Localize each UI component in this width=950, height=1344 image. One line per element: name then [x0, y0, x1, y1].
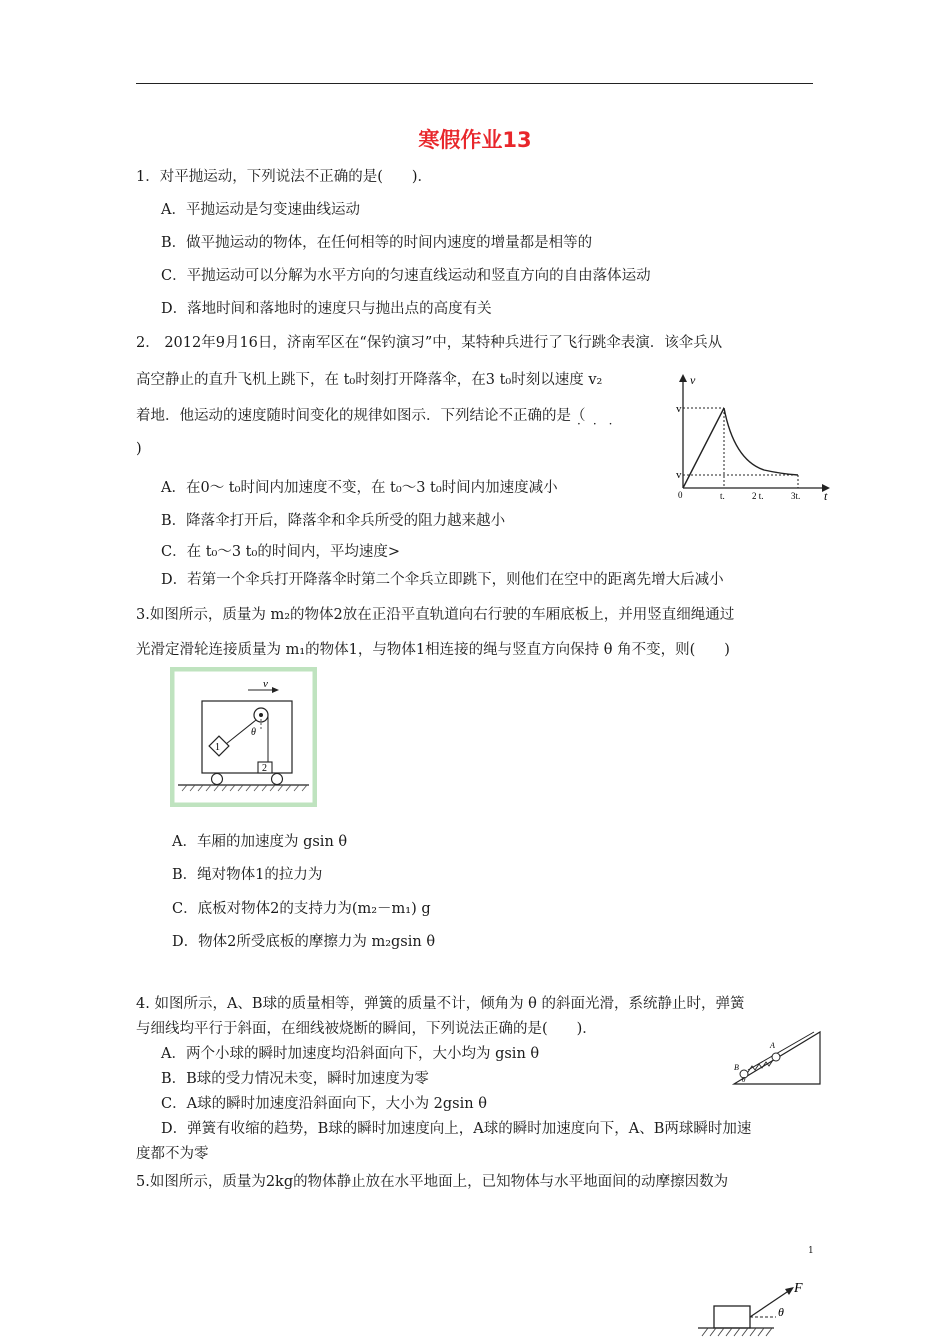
body-2-label: 2: [262, 763, 267, 774]
body-1-label: 1: [215, 742, 220, 753]
question-2-stem-line-3: 着地．他运动的速度随时间变化的规律如图示．下列结论不正确的是（: [136, 408, 586, 424]
question-3-stem-line-2: 光滑定滑轮连接质量为 m₁的物体1，与物体1相连接的绳与竖直方向保持 θ 角不变，则( ): [136, 642, 730, 658]
question-2-stem-line-4: ): [136, 441, 142, 457]
page-number: 1: [808, 1246, 814, 1256]
question-2-stem-line-2: 高空静止的直升飞机上跳下，在 t₀时刻打开降落伞，在3 t₀时刻以速度 v₂: [136, 372, 603, 388]
q2-option-a: A．在0～ t₀时间内加速度不变，在 t₀～3 t₀时间内加速度减小: [161, 480, 558, 496]
q1-option-d: D．落地时间和落地时的速度只与抛出点的高度有关: [161, 301, 492, 317]
q2-option-c: C．在 t₀～3 t₀的时间内，平均速度>: [161, 544, 400, 560]
q2-option-d: D．若第一个伞兵打开降落伞时第二个伞兵立即跳下，则他们在空中的距离先增大后减小: [161, 572, 724, 588]
graph-tick-1: t.: [720, 491, 725, 501]
force-angle-label: θ: [778, 1305, 784, 1319]
question-2-stem-line-1: 2． 2012年9月16日，济南军区在“保钓演习”中，某特种兵进行了飞行跳伞表演．该伞兵从: [136, 335, 723, 351]
block-force-figure: [694, 1276, 824, 1344]
graph-origin: 0: [678, 490, 683, 500]
ball-a-label: A: [770, 1041, 775, 1050]
emphasis-dots: ···: [577, 417, 625, 431]
q3-option-a: A．车厢的加速度为 gsin θ: [172, 834, 348, 850]
q1-option-a: A．平抛运动是匀变速曲线运动: [161, 202, 360, 218]
question-4-stem-line-1: 4. 如图所示，A、B球的质量相等，弹簧的质量不计，倾角为 θ 的斜面光滑，系统静止时，弹簧: [136, 996, 745, 1012]
q4-option-d-line-2: 度都不为零: [136, 1146, 209, 1162]
velocity-label: v: [263, 678, 268, 690]
q4-option-a: A．两个小球的瞬时加速度均沿斜面向下，大小均为 gsin θ: [161, 1046, 540, 1062]
q3-option-d: D．物体2所受底板的摩擦力为 m₂gsin θ: [172, 934, 436, 950]
question-4-stem-line-2: 与细线均平行于斜面，在细线被烧断的瞬间，下列说法正确的是( )．: [136, 1021, 597, 1037]
question-3-stem-line-1: 3.如图所示，质量为 m₂的物体2放在正沿平直轨道向右行驶的车厢底板上，并用竖直细绳通过: [136, 607, 735, 623]
q4-option-b: B．B球的受力情况未变，瞬时加速度为零: [161, 1071, 429, 1087]
train-car-figure: [170, 667, 317, 807]
q1-option-b: B．做平抛运动的物体，在任何相等的时间内速度的增量都是相等的: [161, 235, 593, 251]
incline-angle-label: θ: [742, 1076, 746, 1084]
q3-option-b: B．绳对物体1的拉力为: [172, 867, 323, 883]
graph-v1-label: v: [676, 403, 682, 415]
graph-v2-label: v: [676, 469, 682, 481]
incline-spring-figure: [728, 1024, 824, 1088]
page-title: 寒假作业13: [418, 128, 532, 152]
graph-x-label: t: [824, 489, 828, 503]
q3-option-c: C．底板对物体2的支持力为(m₂－m₁) g: [172, 901, 431, 917]
graph-tick-2: 2 t.: [752, 491, 764, 501]
question-5-stem: 5.如图所示，质量为2kg的物体静止放在水平地面上，已知物体与水平地面间的动摩擦因数为: [136, 1174, 729, 1190]
q1-option-c: C．平抛运动可以分解为水平方向的匀速直线运动和竖直方向的自由落体运动: [161, 268, 651, 284]
header-rule: [136, 83, 813, 84]
q4-option-c: C．A球的瞬时加速度沿斜面向下，大小为 2gsin θ: [161, 1096, 487, 1112]
theta-label: θ: [251, 727, 256, 738]
graph-y-label: v: [690, 373, 696, 387]
q2-option-b: B．降落伞打开后，降落伞和伞兵所受的阻力越来越小: [161, 513, 506, 529]
velocity-time-graph: [668, 368, 838, 508]
ball-b-label: B: [734, 1063, 739, 1072]
graph-tick-3: 3t.: [791, 491, 801, 501]
q4-option-d-line-1: D．弹簧有收缩的趋势，B球的瞬时加速度向上，A球的瞬时加速度向下，A、B两球瞬时加速: [161, 1121, 752, 1137]
force-label: F: [794, 1281, 803, 1296]
question-1-stem: 1．对平抛运动，下列说法不正确的是( )．: [136, 169, 433, 185]
